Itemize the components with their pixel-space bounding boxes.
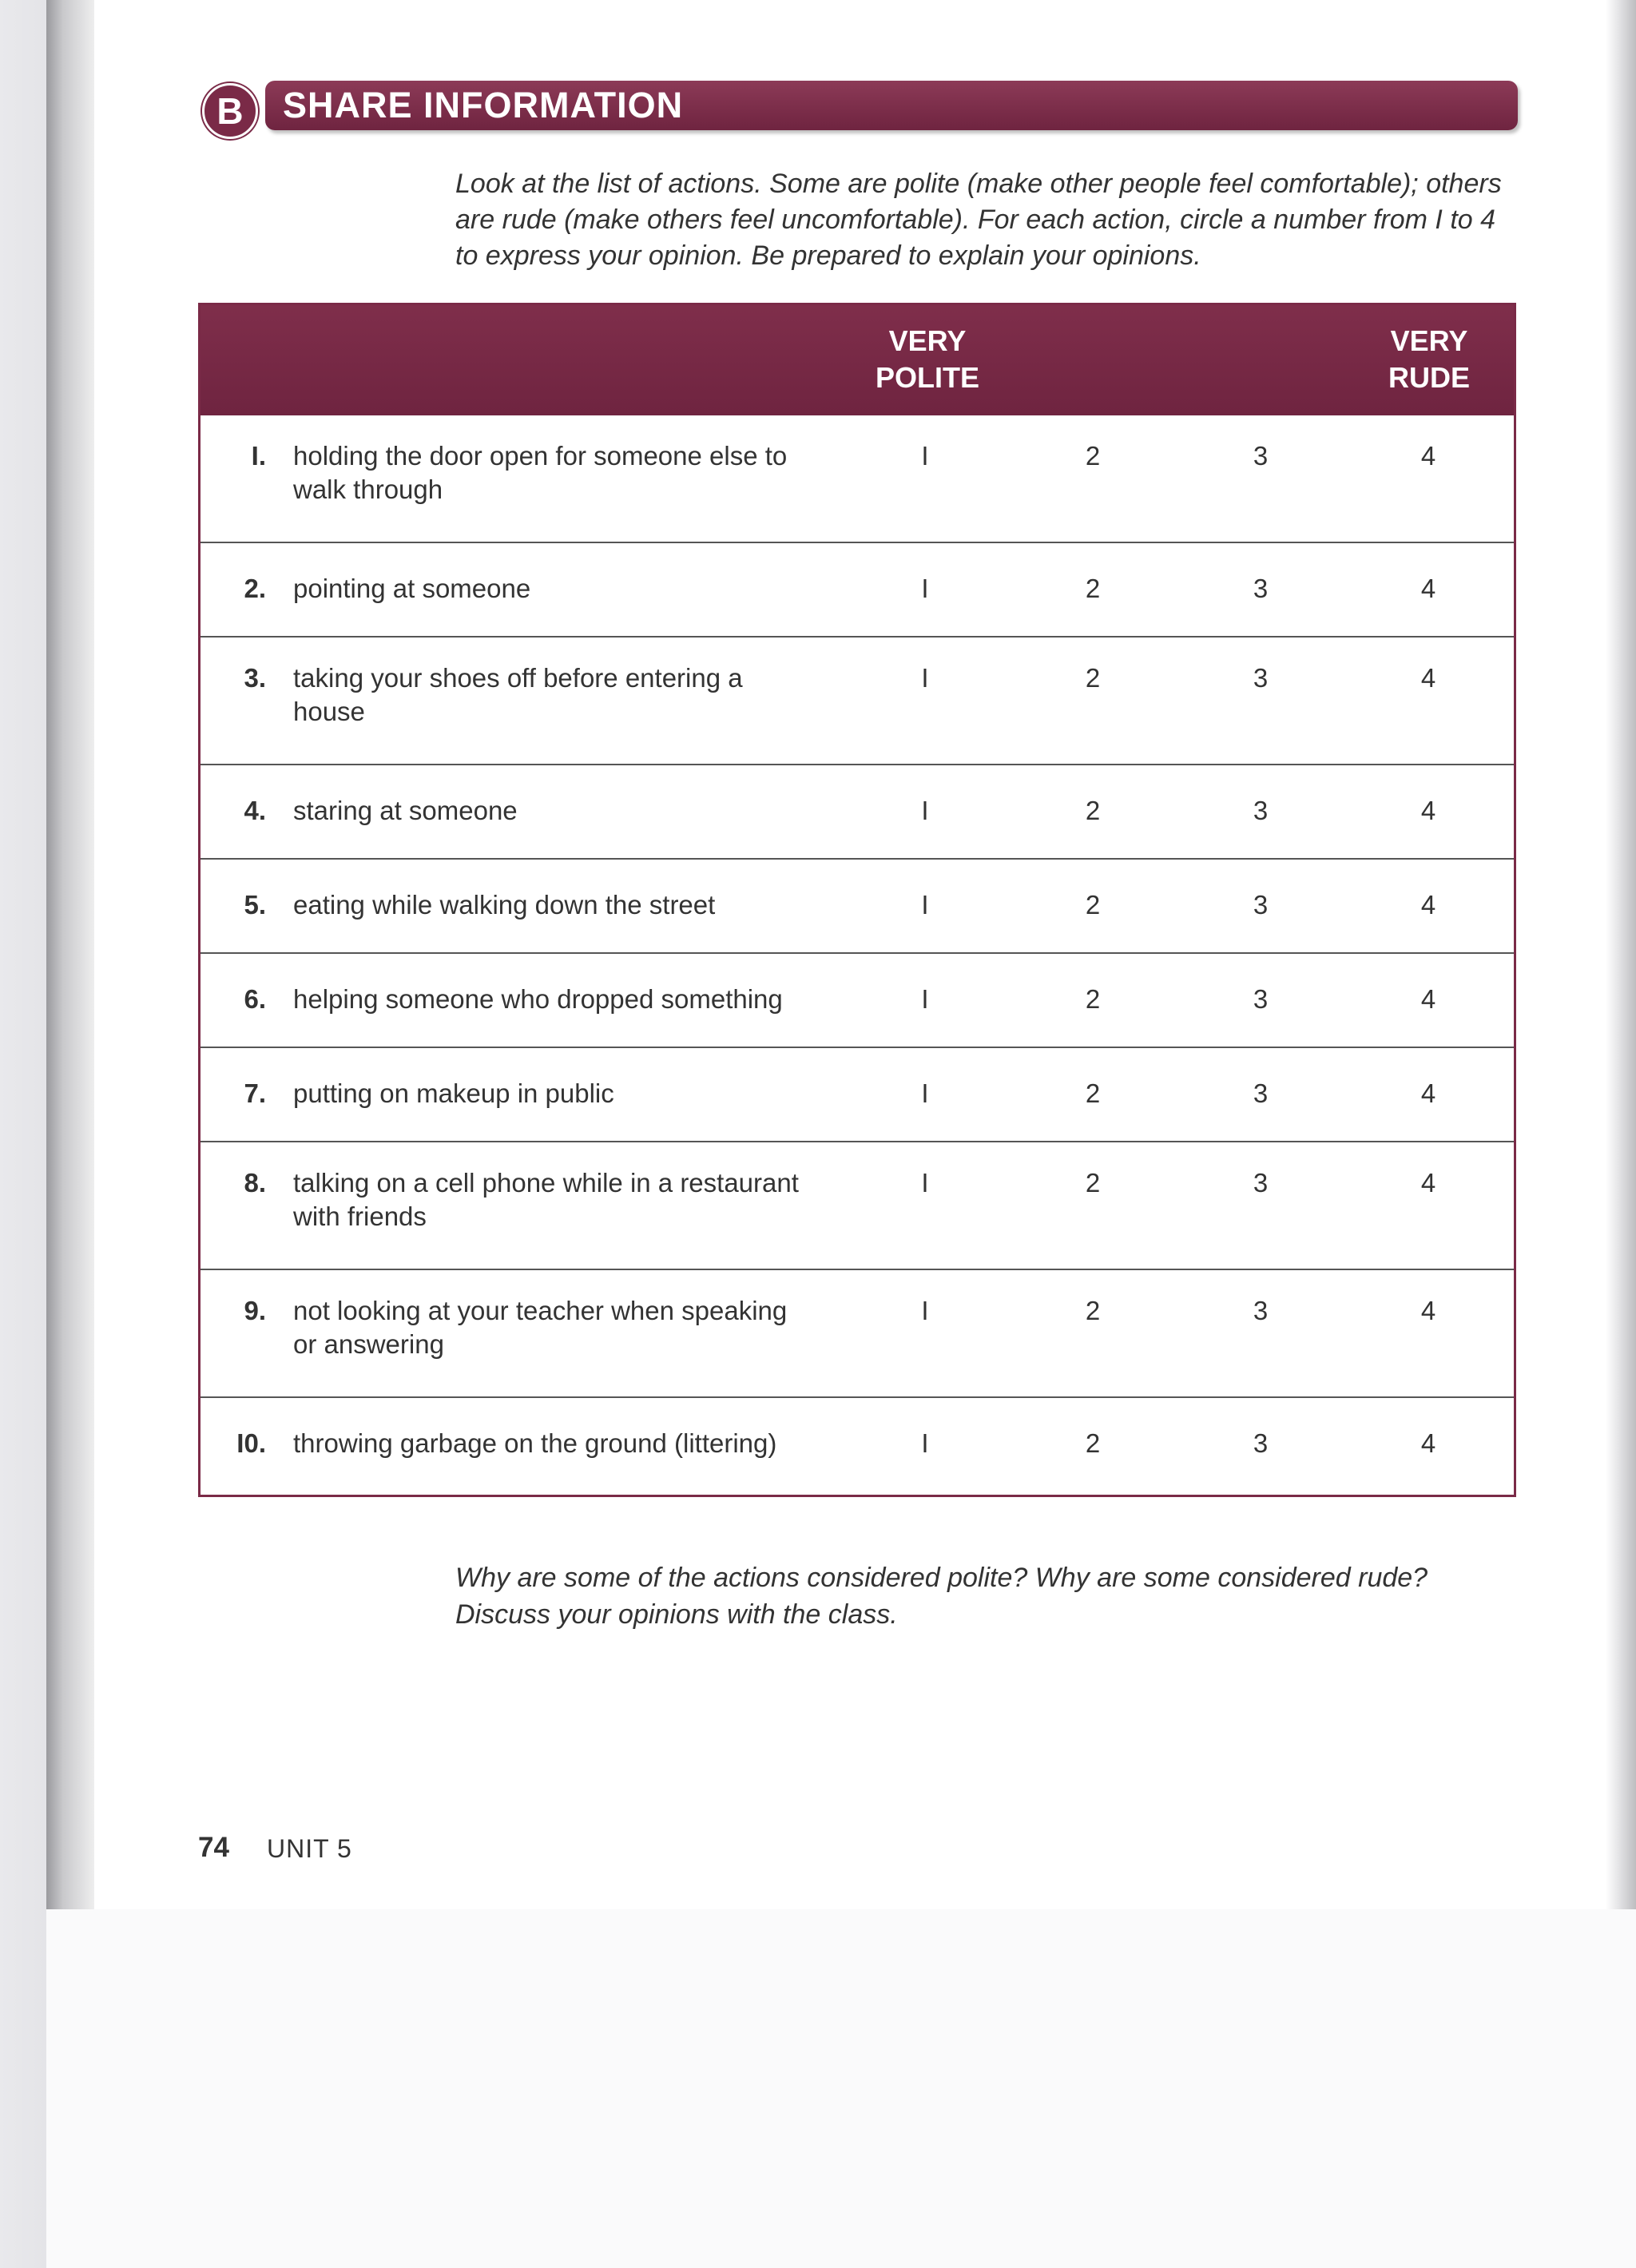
table-row (201, 1270, 1514, 1398)
header-very-polite (840, 323, 1015, 396)
header-very-polite-line1: VERY (888, 324, 967, 357)
rating-option-2[interactable]: 2 (1085, 663, 1101, 693)
instructions-text: Look at the list of actions. Some are polite (make other people feel comfortable); others are rude (make others feel uncomfortable). For each action, circle a number from I to 4 to express your opinion. Be prepared to explain your opinions. (455, 169, 1502, 271)
unit-label: UNIT 5 (267, 1834, 352, 1863)
action-line-1: holding the door open for someone else to (293, 441, 788, 471)
action-line-1: taking your shoes off before entering a (293, 663, 743, 693)
action-text (293, 661, 868, 729)
table-row (201, 1048, 1514, 1142)
rating-option-3[interactable]: 3 (1253, 1296, 1269, 1325)
rating-option-2[interactable]: 2 (1085, 890, 1101, 920)
rating-option-3[interactable]: 3 (1253, 890, 1269, 920)
rating-option-1[interactable]: I (921, 441, 929, 471)
row-number: 8. (244, 1168, 266, 1198)
row-number: 6. (244, 984, 266, 1014)
action-text (293, 1166, 868, 1233)
row-number: 2. (244, 574, 266, 603)
rating-option-2[interactable]: 2 (1085, 574, 1101, 603)
rating-option-2[interactable]: 2 (1085, 441, 1101, 471)
row-number: I0. (236, 1428, 266, 1458)
row-number: 9. (244, 1296, 266, 1325)
page-edge-right (1606, 0, 1636, 1917)
action-text (293, 1077, 868, 1110)
table-header (201, 305, 1514, 415)
opinion-table (198, 303, 1516, 1497)
action-line-1: talking on a cell phone while in a restaurant (293, 1168, 799, 1198)
rating-option-4[interactable]: 4 (1420, 574, 1436, 603)
rating-option-2[interactable]: 2 (1085, 796, 1101, 825)
rating-option-4[interactable]: 4 (1420, 441, 1436, 471)
action-text (293, 794, 868, 828)
rating-option-1[interactable]: I (921, 796, 929, 825)
row-number: 7. (244, 1078, 266, 1108)
action-text (293, 888, 868, 922)
table-row (201, 543, 1514, 638)
table-row (201, 638, 1514, 765)
rating-option-4[interactable]: 4 (1420, 1428, 1436, 1458)
rating-option-4[interactable]: 4 (1420, 796, 1436, 825)
rating-option-1[interactable]: I (921, 890, 929, 920)
table-row (201, 954, 1514, 1048)
rating-option-1[interactable]: I (921, 1168, 929, 1198)
action-line-2: or answering (293, 1329, 444, 1359)
action-text (293, 983, 868, 1016)
rating-option-4[interactable]: 4 (1420, 890, 1436, 920)
action-line-1: throwing garbage on the ground (littering) (293, 1428, 777, 1458)
action-text (293, 1427, 868, 1460)
action-text (293, 439, 868, 506)
rating-option-1[interactable]: I (921, 1078, 929, 1108)
action-line-1: pointing at someone (293, 574, 531, 603)
rating-option-1[interactable]: I (921, 984, 929, 1014)
rating-option-4[interactable]: 4 (1420, 1168, 1436, 1198)
table-row (201, 415, 1514, 543)
action-line-1: helping someone who dropped something (293, 984, 783, 1014)
header-very-rude-line2: RUDE (1388, 361, 1470, 394)
action-line-1: not looking at your teacher when speaking (293, 1296, 788, 1325)
action-line-2: house (293, 697, 365, 726)
rating-option-3[interactable]: 3 (1253, 663, 1269, 693)
row-number: 5. (244, 890, 266, 920)
rating-option-3[interactable]: 3 (1253, 574, 1269, 603)
rating-option-2[interactable]: 2 (1085, 1296, 1101, 1325)
row-number: I. (251, 441, 266, 471)
action-line-1: eating while walking down the street (293, 890, 716, 920)
rating-option-3[interactable]: 3 (1253, 1078, 1269, 1108)
background-below-page (46, 1909, 1636, 2268)
rating-option-4[interactable]: 4 (1420, 984, 1436, 1014)
action-line-1: putting on makeup in public (293, 1078, 614, 1108)
rating-option-3[interactable]: 3 (1253, 441, 1269, 471)
page-number: 74 (198, 1832, 229, 1863)
rating-option-2[interactable]: 2 (1085, 1078, 1101, 1108)
table-row (201, 765, 1514, 860)
action-line-2: walk through (293, 475, 443, 504)
rating-option-3[interactable]: 3 (1253, 1168, 1269, 1198)
row-number: 4. (244, 796, 266, 825)
rating-option-3[interactable]: 3 (1253, 1428, 1269, 1458)
action-line-1: staring at someone (293, 796, 518, 825)
table-row (201, 1398, 1514, 1492)
section-title: SHARE INFORMATION (283, 85, 684, 125)
rating-option-1[interactable]: I (921, 1428, 929, 1458)
header-very-polite-line2: POLITE (875, 361, 979, 394)
rating-option-2[interactable]: 2 (1085, 1428, 1101, 1458)
table-row (201, 1142, 1514, 1270)
row-number: 3. (244, 663, 266, 693)
rating-option-3[interactable]: 3 (1253, 796, 1269, 825)
rating-option-1[interactable]: I (921, 574, 929, 603)
action-text (293, 572, 868, 606)
header-very-rude-line1: VERY (1390, 324, 1468, 357)
rating-option-3[interactable]: 3 (1253, 984, 1269, 1014)
rating-option-1[interactable]: I (921, 663, 929, 693)
rating-option-4[interactable]: 4 (1420, 1296, 1436, 1325)
rating-option-4[interactable]: 4 (1420, 1078, 1436, 1108)
rating-option-2[interactable]: 2 (1085, 984, 1101, 1014)
rating-option-1[interactable]: I (921, 1296, 929, 1325)
discussion-prompt: Why are some of the actions considered polite? Why are some considered rude? Discuss your opinions with the class. (455, 1563, 1428, 1630)
header-very-rude (1341, 323, 1517, 396)
section-letter-badge: B (202, 83, 258, 139)
action-line-2: with friends (293, 1202, 427, 1231)
page-shadow (46, 0, 94, 1917)
rating-option-2[interactable]: 2 (1085, 1168, 1101, 1198)
table-row (201, 860, 1514, 954)
action-text (293, 1294, 868, 1361)
rating-option-4[interactable]: 4 (1420, 663, 1436, 693)
